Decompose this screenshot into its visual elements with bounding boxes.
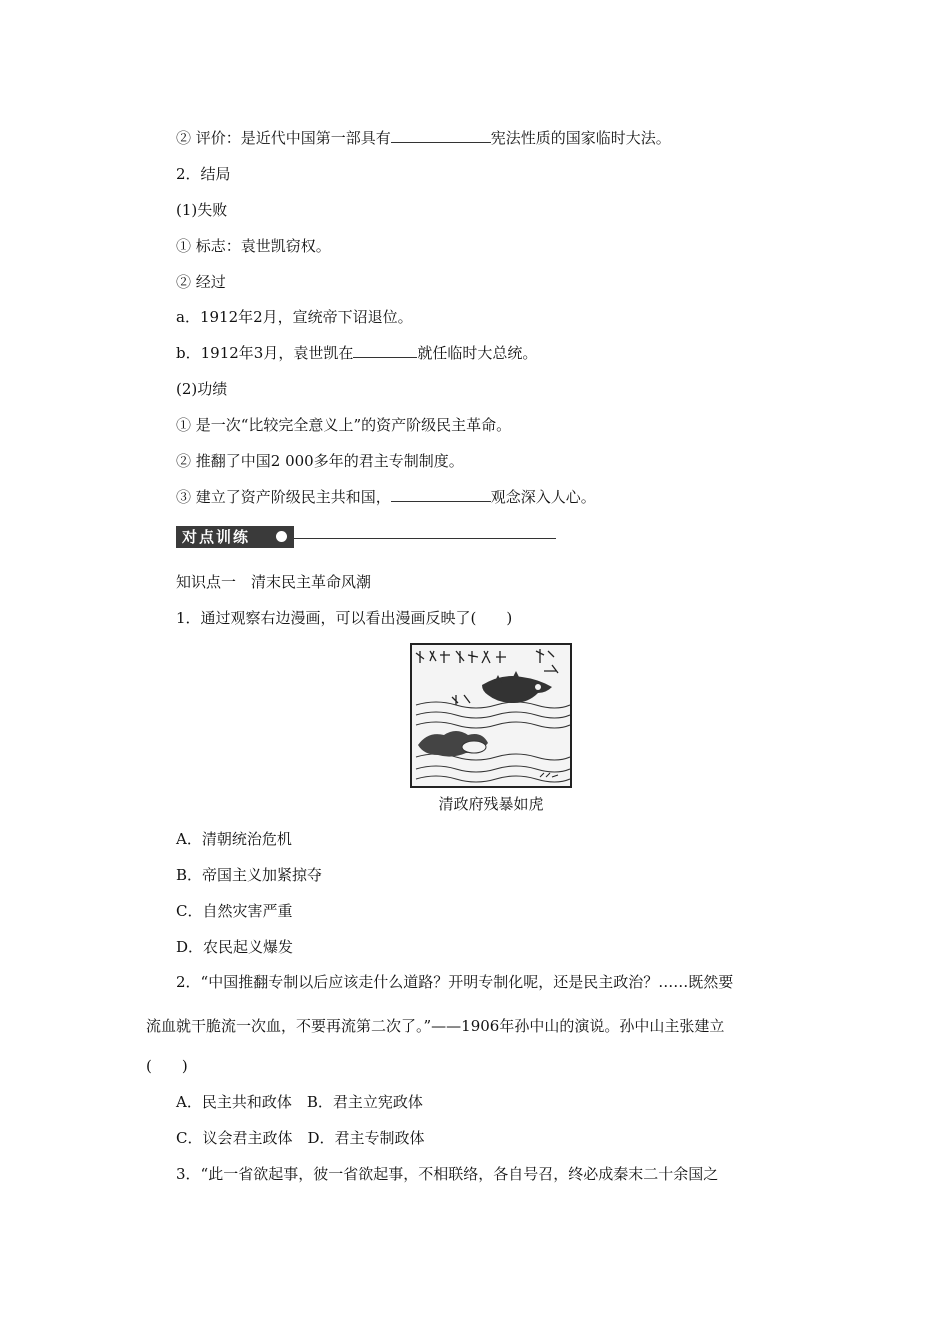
q2-options-ab[interactable]: A．民主共和政体 B．君主立宪政体 [176, 1093, 423, 1111]
fill-blank[interactable] [391, 487, 491, 502]
heading-outcome: 2．结局 [176, 165, 231, 183]
q2-stem-line-2: 流血就干脆流一次血，不要再流第二次了。”——1906年孙中山的演说。孙中山主张建立 [146, 1017, 725, 1035]
cartoon-drawing [412, 645, 570, 786]
process-b: b．1912年3月，袁世凯在 就任临时大总统。 [176, 344, 538, 362]
q1-stem: 1．通过观察右边漫画，可以看出漫画反映了( ) [176, 609, 513, 627]
q1-option-b[interactable]: B．帝国主义加紧掠夺 [176, 866, 323, 884]
q2-stem-line-3: ( ) [146, 1057, 188, 1075]
achievement-2: ② 推翻了中国2 000多年的君主专制制度。 [176, 452, 464, 470]
subheading-failure: (1)失败 [176, 201, 228, 219]
banner-rule [294, 538, 556, 539]
q2-stem-line-1: 2．“中国推翻专制以后应该走什么道路？开明专制化呢，还是民主政治？……既然要 [176, 973, 734, 991]
evaluation-line: ② 评价：是近代中国第一部具有 宪法性质的国家临时大法。 [176, 129, 671, 147]
cartoon-image [410, 643, 572, 788]
fill-blank[interactable] [391, 128, 491, 143]
q1-option-a[interactable]: A．清朝统治危机 [176, 830, 292, 848]
practice-banner [176, 525, 556, 549]
q3-stem-line-1: 3．“此一省欲起事，彼一省欲起事，不相联络，各自号召，终必成秦末二十余国之 [176, 1165, 719, 1183]
process-a: a．1912年2月，宣统帝下诏退位。 [176, 308, 413, 326]
achievement-3: ③ 建立了资产阶级民主共和国， 观念深入人心。 [176, 488, 596, 506]
subheading-achievement: (2)功绩 [176, 380, 228, 398]
failure-sign: ① 标志：袁世凯窃权。 [176, 237, 331, 255]
fill-blank[interactable] [353, 343, 417, 358]
banner-label: 对点训练 [176, 526, 294, 548]
q2-options-cd[interactable]: C．议会君主政体 D．君主专制政体 [176, 1129, 425, 1147]
cartoon-caption: 清政府残暴如虎 [438, 795, 544, 813]
q1-option-c[interactable]: C．自然灾害严重 [176, 902, 293, 920]
failure-process: ② 经过 [176, 273, 226, 291]
q1-option-d[interactable]: D．农民起义爆发 [176, 938, 294, 956]
banner-dot-icon [276, 531, 287, 542]
achievement-1: ① 是一次“比较完全意义上”的资产阶级民主革命。 [176, 416, 512, 434]
section-title: 知识点一 清末民主革命风潮 [176, 573, 372, 591]
